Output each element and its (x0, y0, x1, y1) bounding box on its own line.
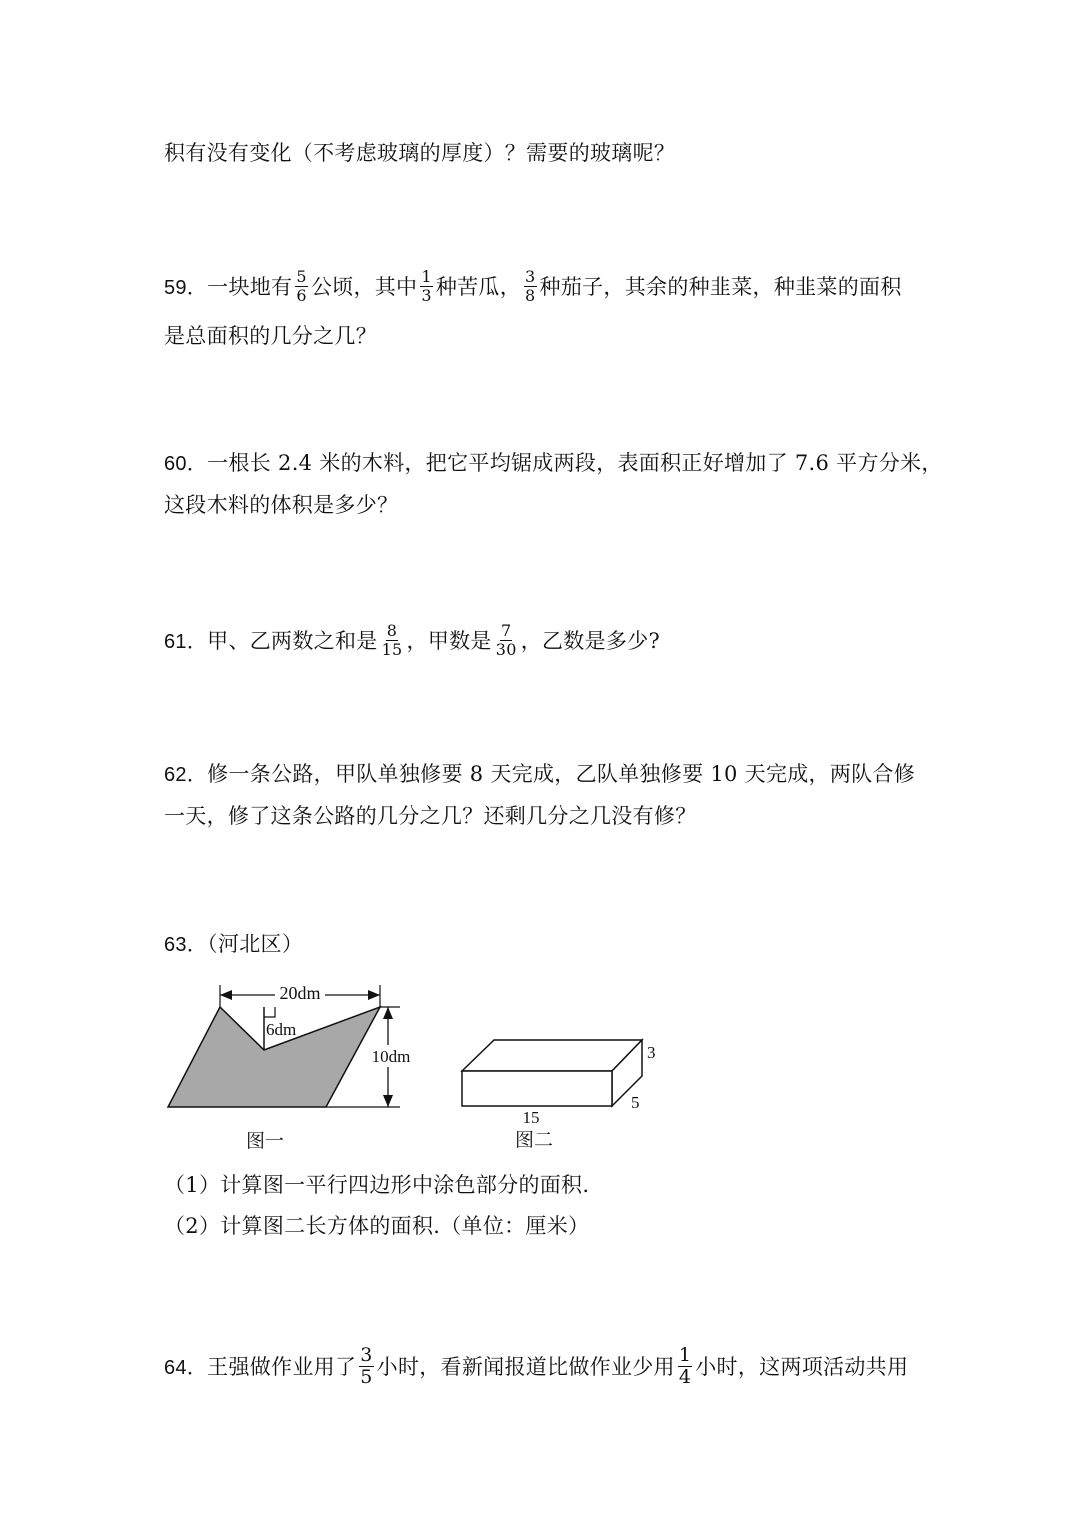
numerator: 1 (678, 1344, 692, 1366)
depth-label: 6dm (266, 1020, 297, 1039)
question-number: 61． (164, 631, 208, 653)
height-label: 3 (647, 1043, 656, 1062)
q63-subquestion-2: （2）计算图二长方体的面积.（单位：厘米） (164, 1214, 590, 1238)
figure-1-parallelogram (150, 975, 440, 1160)
top-face (462, 1040, 642, 1071)
fraction-1-3 (420, 268, 432, 305)
arrow-left (220, 990, 232, 1000)
question-62-line2: 一天，修了这条公路的几分之几？还剩几分之几没有修？ (164, 804, 697, 828)
q61-text-3: ，乙数是多少? (520, 629, 661, 653)
question-number: 62． (164, 764, 208, 786)
numerator: 5 (296, 267, 307, 286)
q61-text-2: ，甲数是 (406, 629, 492, 653)
q59-text-3: 种苦瓜， (435, 275, 522, 299)
q63-subquestion-1: （1）计算图一平行四边形中涂色部分的面积. (164, 1173, 590, 1197)
numerator: 3 (525, 267, 536, 286)
question-number: 63． (164, 934, 208, 956)
fraction-8-15 (381, 622, 404, 659)
q64-text-2: 小时，看新闻报道比做作业少用 (376, 1355, 675, 1379)
top-length-label: 20dm (279, 983, 321, 1003)
question-number: 60． (164, 453, 208, 475)
question-60-line1 (164, 448, 943, 479)
q59-text-1: 一块地有 (207, 275, 293, 299)
denominator: 30 (495, 640, 517, 659)
figure-2-cuboid (450, 1030, 670, 1160)
q63-region: （河北区） (207, 932, 304, 956)
q64-text-3: 小时，这两项活动共用 (695, 1355, 909, 1379)
fraction-1-4 (678, 1345, 692, 1388)
q59-text-4: 种茄子，其余的种韭菜，种韭菜的面积 (539, 275, 902, 299)
arrow-up (383, 1007, 393, 1019)
question-59-line1 (164, 267, 902, 307)
question-62-line1 (164, 759, 915, 790)
arrow-down (383, 1095, 393, 1107)
question-60-line2: 这段木料的体积是多少？ (164, 493, 399, 517)
denominator: 4 (678, 1366, 692, 1388)
figure-2-caption: 图二 (514, 1130, 554, 1151)
arrow-right (368, 990, 380, 1000)
numerator: 3 (360, 1344, 373, 1366)
q61-text-1: 甲、乙两数之和是 (207, 629, 378, 653)
numerator: 8 (386, 621, 398, 640)
right-angle-mark (264, 1007, 275, 1017)
denominator: 5 (360, 1366, 373, 1388)
numerator: 7 (500, 621, 512, 640)
denominator: 15 (381, 640, 403, 659)
q59-text-2: 公顷，其中 (310, 275, 418, 299)
question-59-line2: 是总面积的几分之几？ (164, 324, 377, 348)
denominator: 8 (525, 286, 536, 305)
denominator: 3 (421, 286, 432, 305)
front-face (462, 1071, 612, 1106)
continuation-text: 积有没有变化（不考虑玻璃的厚度）？需要的玻璃呢？ (164, 141, 676, 165)
fraction-3-8 (524, 268, 536, 305)
figure-1-caption: 图一 (245, 1131, 285, 1152)
fraction-7-30 (495, 622, 518, 659)
width-label: 5 (631, 1093, 640, 1112)
question-number: 59． (164, 277, 208, 299)
fraction-5-6 (295, 268, 307, 305)
question-61 (164, 621, 661, 661)
q60-text: 一根长 2.4 米的木料，把它平均锯成两段，表面积正好增加了 7.6 平方分米， (207, 451, 943, 475)
height-label: 10dm (371, 1047, 411, 1066)
denominator: 6 (296, 286, 307, 305)
q62-text: 修一条公路，甲队单独修要 8 天完成，乙队单独修要 10 天完成，两队合修 (207, 762, 916, 786)
question-64 (164, 1344, 909, 1390)
fraction-3-5 (359, 1345, 373, 1388)
q64-text-1: 王强做作业用了 (207, 1355, 357, 1379)
question-63-title (164, 929, 303, 960)
question-number: 64． (164, 1357, 208, 1379)
length-label: 15 (522, 1108, 540, 1127)
numerator: 1 (421, 267, 432, 286)
